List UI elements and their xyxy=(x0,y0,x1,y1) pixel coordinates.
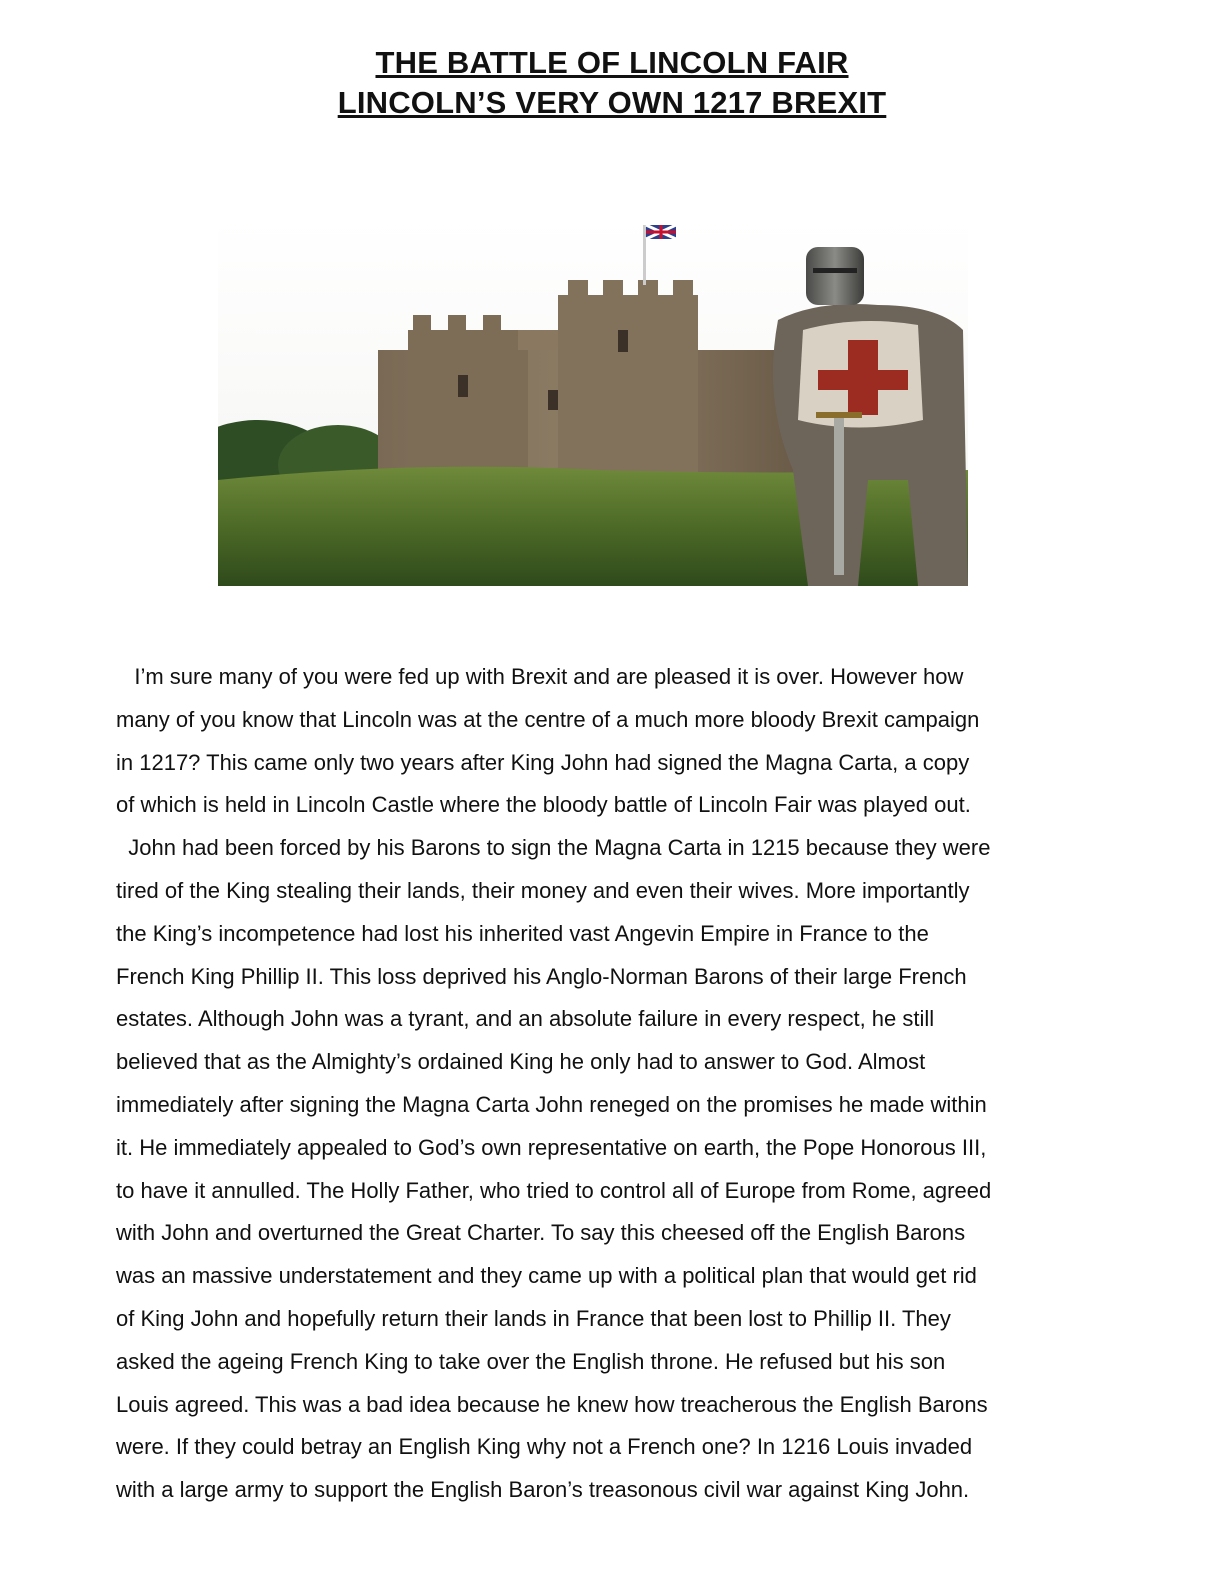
body-line: in 1217? This came only two years after King John had signed the Magna Carta, a copy xyxy=(116,749,970,775)
castle-knight-image xyxy=(218,220,968,586)
body-line: with John and overturned the Great Charter. To say this cheesed off the English Barons xyxy=(116,1220,966,1246)
body-line: to have it annulled. The Holly Father, who tried to control all of Europe from Rome, agreed xyxy=(116,1177,992,1203)
body-line: estates. Although John was a tyrant, and an absolute failure in every respect, he still xyxy=(116,1006,935,1032)
body-line: immediately after signing the Magna Carta John reneged on the promises he made within xyxy=(116,1091,987,1117)
article-body xyxy=(116,656,1111,1512)
body-line: the King’s incompetence had lost his inherited vast Angevin Empire in France to the xyxy=(116,920,929,946)
body-line: were. If they could betray an English King why not a French one? In 1216 Louis invaded xyxy=(116,1434,973,1460)
body-line: was an massive understatement and they came up with a political plan that would get rid xyxy=(116,1263,977,1289)
body-line: tired of the King stealing their lands, their money and even their wives. More importantly xyxy=(116,877,970,903)
body-line: many of you know that Lincoln was at the centre of a much more bloody Brexit campaign xyxy=(116,706,980,732)
title-line-1: THE BATTLE OF LINCOLN FAIR xyxy=(375,45,849,80)
body-line: of which is held in Lincoln Castle where the bloody battle of Lincoln Fair was played out. xyxy=(116,792,971,818)
body-line: French King Phillip II. This loss deprived his Anglo-Norman Barons of their large French xyxy=(116,963,967,989)
body-line: of King John and hopefully return their lands in France that been lost to Phillip II. They xyxy=(116,1305,951,1331)
body-line: it. He immediately appealed to God’s own representative on earth, the Pope Honorous III, xyxy=(116,1134,987,1160)
body-line: believed that as the Almighty’s ordained King he only had to answer to God. Almost xyxy=(116,1049,926,1075)
body-line: with a large army to support the English Baron’s treasonous civil war against King John. xyxy=(116,1477,970,1503)
body-line: I’m sure many of you were fed up with Brexit and are pleased it is over. However how xyxy=(116,664,964,689)
body-line: John had been forced by his Barons to sign the Magna Carta in 1215 because they were xyxy=(116,835,991,861)
body-line: Louis agreed. This was a bad idea because he knew how treacherous the English Barons xyxy=(116,1391,988,1417)
body-line: asked the ageing French King to take over the English throne. He refused but his son xyxy=(116,1348,946,1374)
title-line-2: LINCOLN’S VERY OWN 1217 BREXIT xyxy=(337,85,887,120)
